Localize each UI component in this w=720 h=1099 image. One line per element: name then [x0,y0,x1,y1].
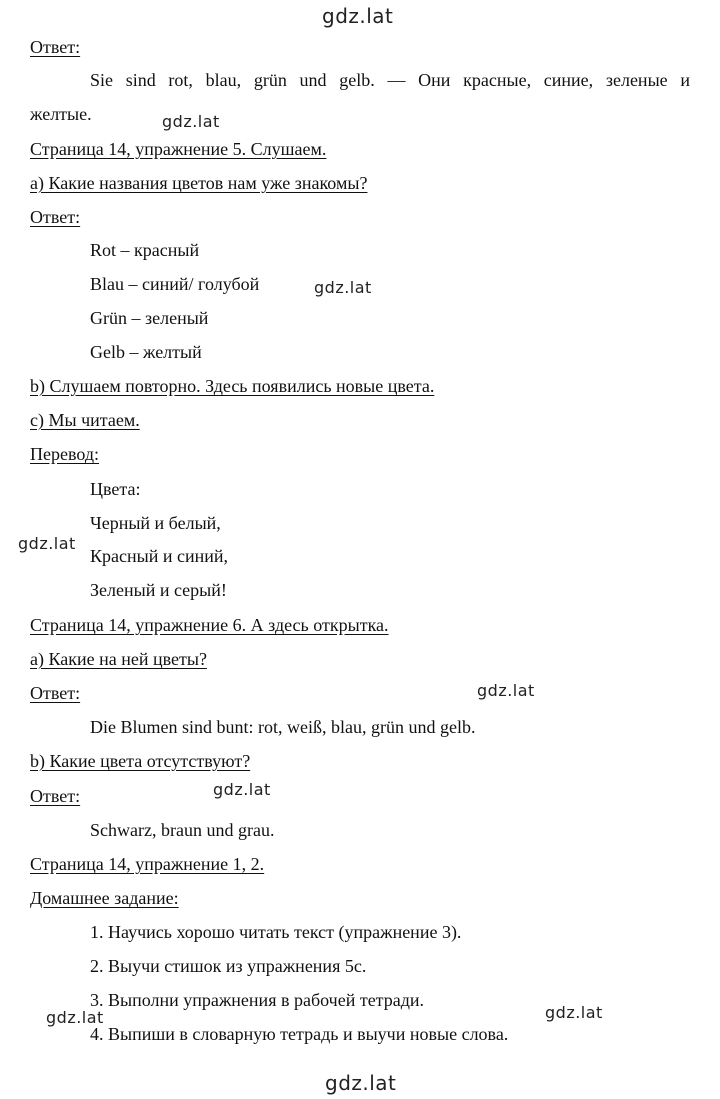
section-heading: Страница 14, упражнение 6. А здесь открытка. [30,615,389,635]
poem-line: Цвета: [90,479,141,499]
homework-item: 3. Выполни упражнения в рабочей тетради. [90,990,425,1010]
color-item: Gelb – желтый [90,342,202,362]
paragraph-line: Sie sind rot, blau, grün und gelb. — Они красные, синие, зеленые и [90,70,690,90]
watermark: gdz.lat [477,681,535,700]
answer-label: Ответ: [30,37,81,57]
watermark: gdz.lat [213,780,271,799]
question: b) Какие цвета отсутствуют? [30,751,251,771]
paragraph-line: желтые. [30,104,92,124]
watermark: gdz.lat [545,1003,603,1022]
homework-item: 1. Научись хорошо читать текст (упражнение 3). [90,922,462,942]
color-item: Blau – синий/ голубой [90,274,260,294]
poem-line: Черный и белый, [90,513,221,533]
watermark-top: gdz.lat [322,4,394,28]
answer-label: Ответ: [30,207,81,227]
answer-text: Schwarz, braun und grau. [90,820,275,840]
homework-item: 4. Выпиши в словарную тетрадь и выучи новые слова. [90,1024,509,1044]
watermark: gdz.lat [162,112,220,131]
answer-text: Die Blumen sind bunt: rot, weiß, blau, grün und gelb. [90,717,476,737]
watermark: gdz.lat [18,534,76,553]
translation-label: Перевод: [30,444,99,464]
question: b) Слушаем повторно. Здесь появились новые цвета. [30,376,435,396]
watermark: gdz.lat [46,1008,104,1027]
color-item: Grün – зеленый [90,308,209,328]
watermark-bottom: gdz.lat [325,1071,397,1095]
answer-label: Ответ: [30,786,81,806]
question: а) Какие названия цветов нам уже знакомы? [30,173,368,193]
poem-line: Красный и синий, [90,546,228,566]
answer-label: Ответ: [30,683,81,703]
question: а) Какие на ней цветы? [30,649,207,669]
section-heading: Страница 14, упражнение 5. Слушаем. [30,139,327,159]
poem-line: Зеленый и серый! [90,580,227,600]
question: c) Мы читаем. [30,410,140,430]
watermark: gdz.lat [314,278,372,297]
color-item: Rot – красный [90,240,200,260]
section-heading: Страница 14, упражнение 1, 2. [30,854,265,874]
homework-label: Домашнее задание: [30,888,179,908]
homework-item: 2. Выучи стишок из упражнения 5c. [90,956,367,976]
